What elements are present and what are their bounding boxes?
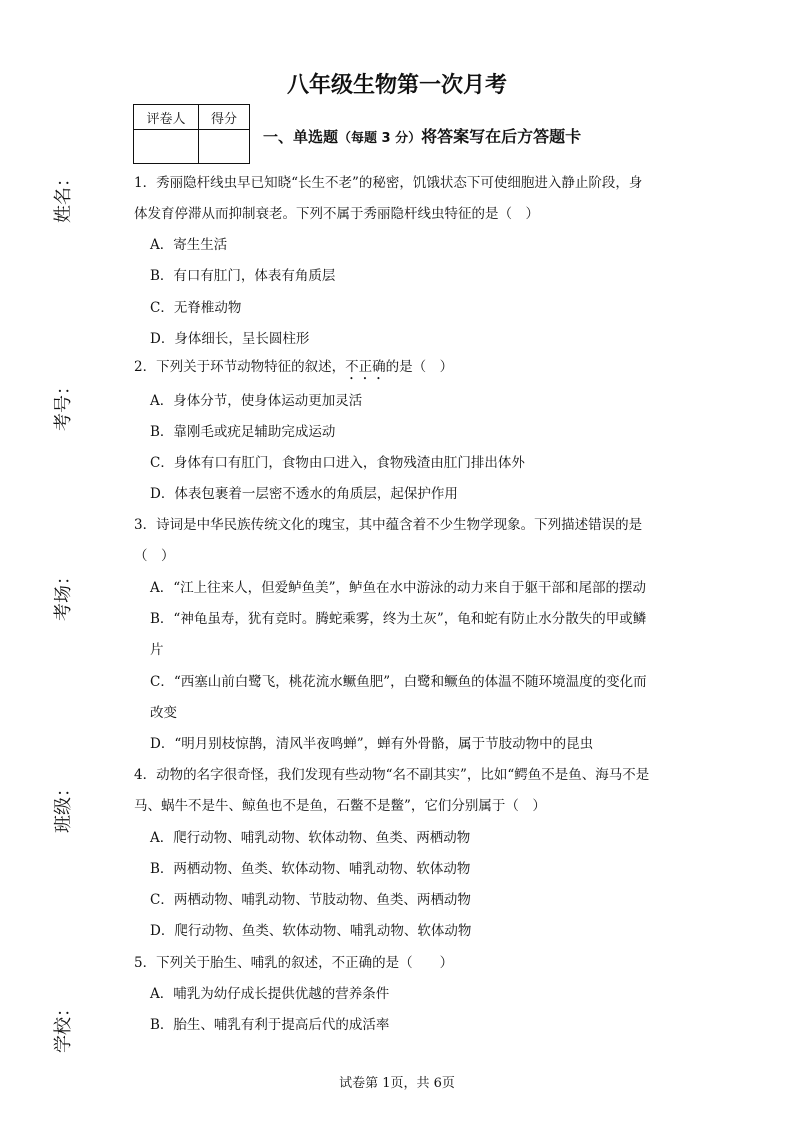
- question-2-option-a: A．身体分节，使身体运动更加灵活: [150, 393, 363, 409]
- question-4-stem-line-2: 马、蜗牛不是牛、鲸鱼也不是鱼，石鳖不是鳖”，它们分别属于（ ）: [134, 798, 546, 814]
- score-table: [133, 104, 250, 164]
- question-3-option-b-line-2: 片: [150, 642, 164, 658]
- question-1-stem-line-2: 体发育停滞从而抑制衰老。下列不属于秀丽隐杆线虫特征的是（ ）: [134, 206, 539, 222]
- question-3-option-c-line-2: 改变: [150, 705, 177, 721]
- question-4-stem-line-1: 4．动物的名字很奇怪，我们发现有些动物“名不副其实”，比如“鳄鱼不是鱼、海马不是: [134, 767, 650, 783]
- sidebar-school-label: 学校：: [53, 999, 74, 1053]
- question-1-stem-line-1: 1．秀丽隐杆线虫早已知晓“长生不老”的秘密，饥饿状态下可使细胞进入静止阶段，身: [134, 175, 643, 191]
- section-note: 将答案写在后方答题卡: [421, 127, 582, 146]
- question-3-option-b-line-1: B．“神龟虽寿，犹有竞时。腾蛇乘雾，终为土灰”，龟和蛇有防止水分散失的甲或鳞: [150, 611, 647, 627]
- question-2-stem: [134, 352, 674, 383]
- question-3-option-a: A．“江上往来人，但爱鲈鱼美”，鲈鱼在水中游泳的动力来自于躯干部和尾部的摆动: [150, 580, 647, 596]
- question-3-option-c-line-1: C．“西塞山前白鹭飞，桃花流水鳜鱼肥”，白鹭和鳜鱼的体温不随环境温度的变化而: [150, 674, 647, 690]
- question-1-option-a: A．寄生生活: [150, 237, 228, 253]
- reviewer-header: 评卷人: [134, 105, 199, 130]
- question-1-option-c: C．无脊椎动物: [150, 300, 242, 316]
- reviewer-cell[interactable]: [134, 130, 199, 164]
- question-4-option-a: A．爬行动物、哺乳动物、软体动物、鱼类、两栖动物: [150, 830, 471, 846]
- sidebar-exam-room-label: 考场：: [53, 567, 74, 621]
- sidebar-class-label: 班级：: [53, 779, 74, 833]
- section-points: （每题 3 分）: [338, 131, 422, 146]
- section-heading: [263, 124, 581, 147]
- question-3-stem-line-2: （ ）: [134, 548, 175, 564]
- question-4-option-c: C．两栖动物、哺乳动物、节肢动物、鱼类、两栖动物: [150, 892, 471, 908]
- question-2-option-d: D．体表包裹着一层密不透水的角质层，起保护作用: [150, 486, 458, 502]
- sidebar-exam-no-label: 考号：: [53, 377, 74, 431]
- question-2-option-c: C．身体有口有肛门，食物由口进入，食物残渣由肛门排出体外: [150, 455, 525, 471]
- question-2-stem-emphasis: 不正确: [345, 359, 386, 375]
- page-title: 八年级生物第一次月考: [286, 73, 507, 98]
- question-5-option-b: B．胎生、哺乳有利于提高后代的成活率: [150, 1017, 390, 1033]
- score-cell[interactable]: [199, 130, 250, 164]
- question-2-stem-pre: 2．下列关于环节动物特征的叙述，: [134, 359, 346, 375]
- question-4-option-b: B．两栖动物、鱼类、软体动物、哺乳动物、软体动物: [150, 861, 471, 877]
- page-footer: 试卷第 1页，共 6页: [339, 1076, 455, 1091]
- question-1-option-d: D．身体细长，呈长圆柱形: [150, 331, 310, 347]
- question-4-option-d: D．爬行动物、鱼类、软体动物、哺乳动物、软体动物: [150, 923, 472, 939]
- question-3-stem-line-1: 3．诗词是中华民族传统文化的瑰宝，其中蕴含着不少生物学现象。下列描述错误的是: [134, 517, 643, 533]
- score-header: 得分: [199, 105, 250, 130]
- question-5-stem: 5．下列关于胎生、哺乳的叙述，不正确的是（ ）: [134, 955, 454, 971]
- question-1-option-b: B．有口有肛门，体表有角质层: [150, 268, 336, 284]
- sidebar-name-label: 姓名：: [53, 169, 74, 223]
- section-head: 一、单选题: [263, 128, 339, 146]
- question-2-stem-post: 的是（ ）: [385, 359, 454, 375]
- question-3-option-d: D．“明月别枝惊鹊，清风半夜鸣蝉”，蝉有外骨骼，属于节肢动物中的昆虫: [150, 736, 594, 752]
- question-5-option-a: A．哺乳为幼仔成长提供优越的营养条件: [150, 986, 390, 1002]
- question-2-option-b: B．靠刚毛或疣足辅助完成运动: [150, 424, 336, 440]
